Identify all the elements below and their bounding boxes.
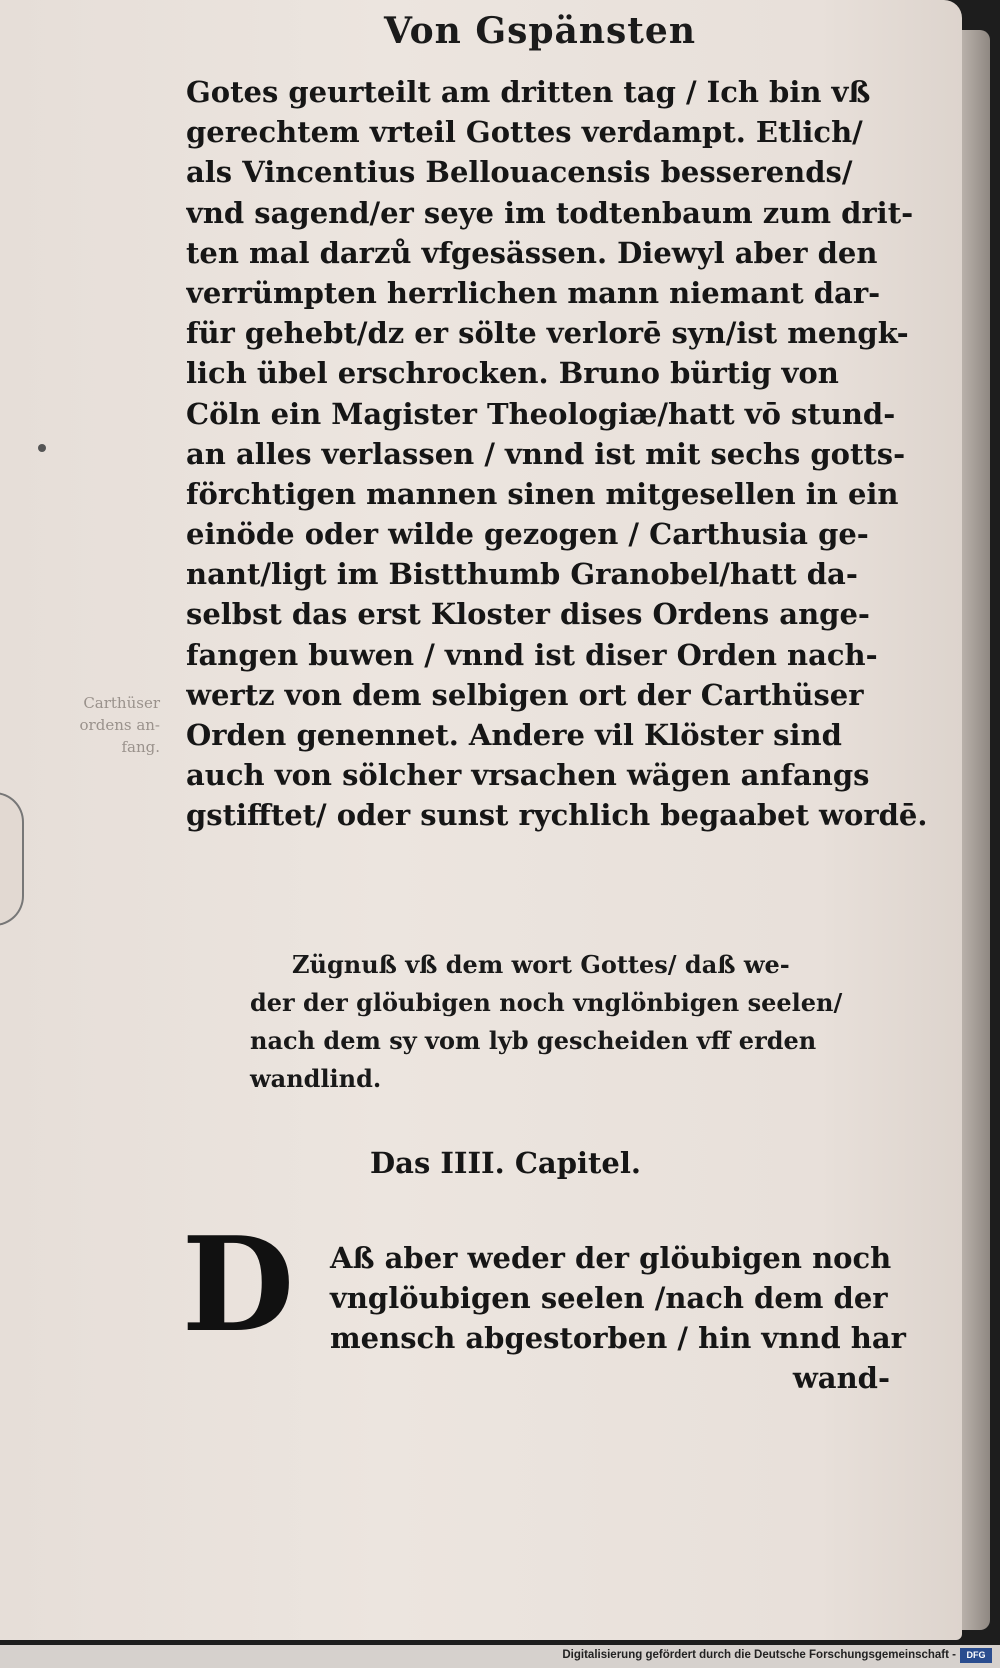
- dfg-logo: DFG: [960, 1648, 992, 1663]
- body-line: vnd sagend/er seye im todtenbaum zum drit-: [186, 195, 914, 230]
- body-line: gstifftet/ oder sunst rychlich begaabet wordē.: [186, 798, 928, 833]
- body-line: ten mal darzů vfgesässen. Diewyl aber den: [186, 235, 878, 270]
- body-line: fangen buwen / vnnd ist diser Orden nach-: [186, 637, 878, 672]
- summary-line: nach dem sy vom lyb gescheiden vff erden: [250, 1026, 817, 1055]
- page-edge: [962, 30, 990, 1630]
- margin-note-line: fang.: [121, 738, 160, 756]
- body-line: lich übel erschrocken. Bruno bürtig von: [186, 356, 839, 391]
- chapter-heading: Das IIII. Capitel.: [370, 1146, 641, 1180]
- chapter-line: mensch abgestorben / hin vnnd har: [330, 1321, 906, 1355]
- summary-line: der der glöubigen noch vnglönbigen seelen/: [250, 988, 843, 1017]
- margin-note-line: ordens an-: [79, 716, 160, 734]
- chapter-line: Aß aber weder der glöubigen noch: [330, 1241, 892, 1275]
- digitization-footer: [0, 1645, 1000, 1668]
- body-text: [186, 72, 930, 836]
- running-title: Von Gspänsten: [383, 10, 696, 52]
- chapter-text: [330, 1238, 910, 1398]
- margin-note: [22, 692, 160, 758]
- ink-dot: [38, 444, 46, 452]
- catchword: wand-: [792, 1361, 890, 1395]
- body-line: wertz von dem selbigen ort der Carthüser: [186, 677, 864, 712]
- funding-credit: Digitalisierung gefördert durch die Deutsche Forschungsgemeinschaft -: [562, 1649, 956, 1661]
- body-line: als Vincentius Bellouacensis besserends/: [186, 155, 853, 190]
- chapter-line: vnglöubigen seelen /nach dem der: [330, 1281, 888, 1315]
- body-line: auch von sölcher vrsachen wägen anfangs: [186, 758, 870, 793]
- body-line: nant/ligt im Bistthumb Granobel/hatt da-: [186, 557, 858, 592]
- body-line: gerechtem vrteil Gottes verdampt. Etlich/: [186, 115, 863, 150]
- body-line: förchtigen mannen sinen mitgesellen in ein: [186, 476, 899, 511]
- summary-line: wandlind.: [250, 1064, 382, 1093]
- body-line: für gehebt/dz er sölte verlorē syn/ist mengk-: [186, 316, 909, 351]
- body-line: selbst das erst Kloster dises Ordens ange-: [186, 597, 870, 632]
- body-line: an alles verlassen / vnnd ist mit sechs gotts-: [186, 436, 906, 471]
- body-line: Orden genennet. Andere vil Klöster sind: [186, 718, 842, 752]
- body-line: verrümpten herrlichen mann niemant dar-: [186, 275, 881, 310]
- body-line: einöde oder wilde gezogen / Carthusia ge-: [186, 517, 869, 552]
- clasp-tab: [0, 792, 24, 926]
- body-line: Cöln ein Magister Theologiæ/hatt vō stund-: [186, 396, 896, 431]
- margin-note-line: Carthüser: [83, 694, 160, 712]
- summary-line: Zügnuß vß dem wort Gottes/ daß we-: [292, 950, 790, 979]
- chapter-summary: [250, 946, 850, 1098]
- body-line: Gotes geurteilt am dritten tag / Ich bin vß: [186, 75, 871, 109]
- drop-cap-initial: D: [181, 1208, 295, 1361]
